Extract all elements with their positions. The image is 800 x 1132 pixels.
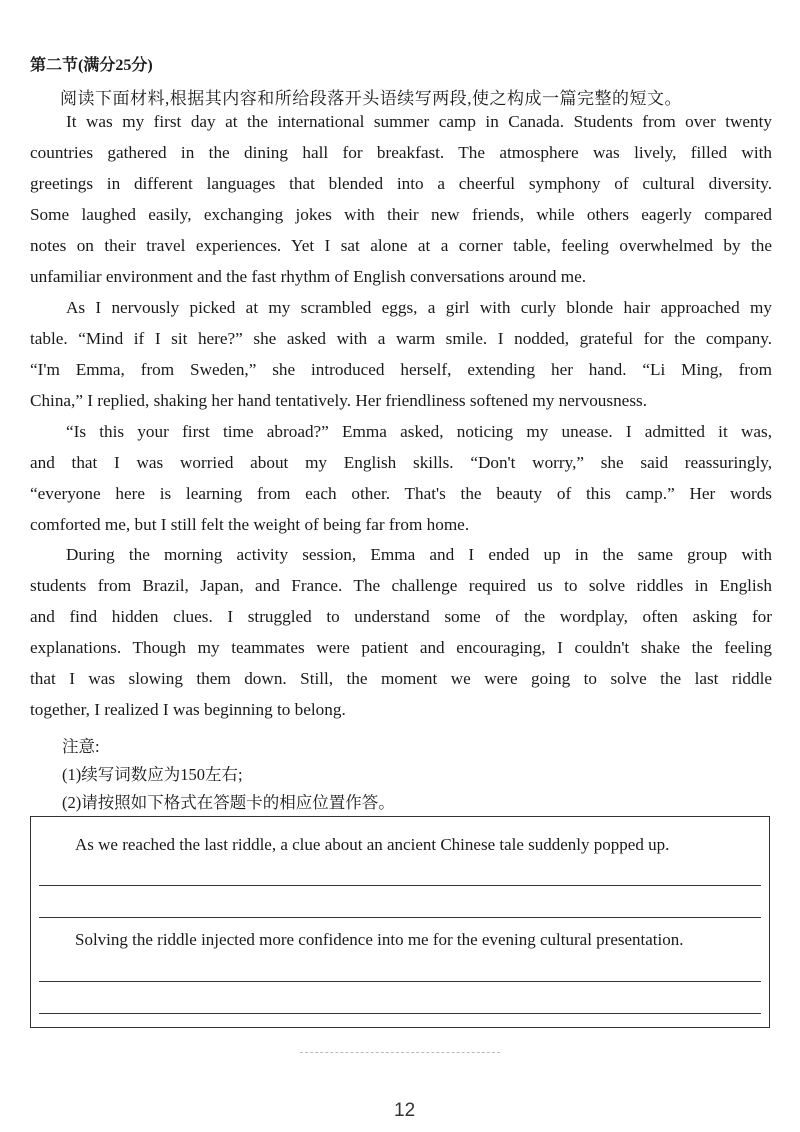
- text-line: and that I was worried about my English skills. “Don't worry,” she said reassuringly,: [30, 453, 772, 472]
- text-line: table. “Mind if I sit here?” she asked with a warm smile. I nodded, grateful for the company.: [30, 329, 772, 348]
- note-item-1: (1)续写词数应为150左右;: [62, 765, 243, 784]
- text-line: “I'm Emma, from Sweden,” she introduced herself, extending her hand. “Li Ming, from: [30, 360, 772, 379]
- text-line: explanations. Though my teammates were patient and encouraging, I couldn't shake the feeling: [30, 638, 772, 657]
- text-line: “everyone here is learning from each other. That's the beauty of this camp.” Her words: [30, 484, 772, 503]
- paragraph-3: [30, 416, 772, 540]
- paragraph-1: [30, 106, 772, 292]
- text-line: China,” I replied, shaking her hand tentatively. Her friendliness softened my nervousness.: [30, 391, 647, 410]
- text-line: During the morning activity session, Emma and I ended up in the same group with: [66, 545, 772, 564]
- footer-divider: [300, 1052, 500, 1055]
- answer-line[interactable]: [39, 1013, 761, 1014]
- text-line: together, I realized I was beginning to belong.: [30, 700, 346, 719]
- text-line: unfamiliar environment and the fast rhythm of English conversations around me.: [30, 267, 587, 286]
- text-line: It was my first day at the international summer camp in Canada. Students from over twenty: [66, 112, 772, 131]
- text-line: notes on their travel experiences. Yet I sat alone at a corner table, feeling overwhelmed by the: [30, 236, 772, 255]
- notes-heading: 注意:: [62, 737, 100, 756]
- text-line: “Is this your first time abroad?” Emma asked, noticing my unease. I admitted it was,: [66, 422, 772, 441]
- text-line: As I nervously picked at my scrambled eggs, a girl with curly blonde hair approached my: [66, 298, 772, 317]
- text-line: and find hidden clues. I struggled to understand some of the wordplay, often asking for: [30, 607, 772, 626]
- answer-box: [30, 816, 770, 1028]
- text-line: comforted me, but I still felt the weight of being far from home.: [30, 515, 470, 534]
- paragraph-2: [30, 292, 772, 416]
- note-item-2: (2)请按照如下格式在答题卡的相应位置作答。: [62, 793, 395, 812]
- text-line: that I was slowing them down. Still, the moment we were going to solve the last riddle: [30, 669, 772, 688]
- page-number: 12: [394, 1100, 416, 1121]
- paragraph-4: [30, 539, 772, 725]
- text-line: greetings in different languages that blended into a cheerful symphony of cultural diversity.: [30, 174, 772, 193]
- paragraph-starter-1: As we reached the last riddle, a clue about an ancient Chinese tale suddenly popped up.: [75, 835, 670, 854]
- instruction: 阅读下面材料,根据其内容和所给段落开头语续写两段,使之构成一篇完整的短文。: [60, 89, 682, 108]
- paragraph-starter-2: Solving the riddle injected more confidence into me for the evening cultural presentation.: [75, 930, 684, 949]
- answer-line[interactable]: [39, 981, 761, 982]
- section-title: 第二节(满分25分): [30, 57, 153, 74]
- answer-line[interactable]: [39, 885, 761, 886]
- text-line: students from Brazil, Japan, and France. The challenge required us to solve riddles in English: [30, 576, 772, 595]
- text-line: Some laughed easily, exchanging jokes with their new friends, while others eagerly compared: [30, 205, 772, 224]
- answer-line[interactable]: [39, 917, 761, 918]
- text-line: countries gathered in the dining hall for breakfast. The atmosphere was lively, filled with: [30, 143, 772, 162]
